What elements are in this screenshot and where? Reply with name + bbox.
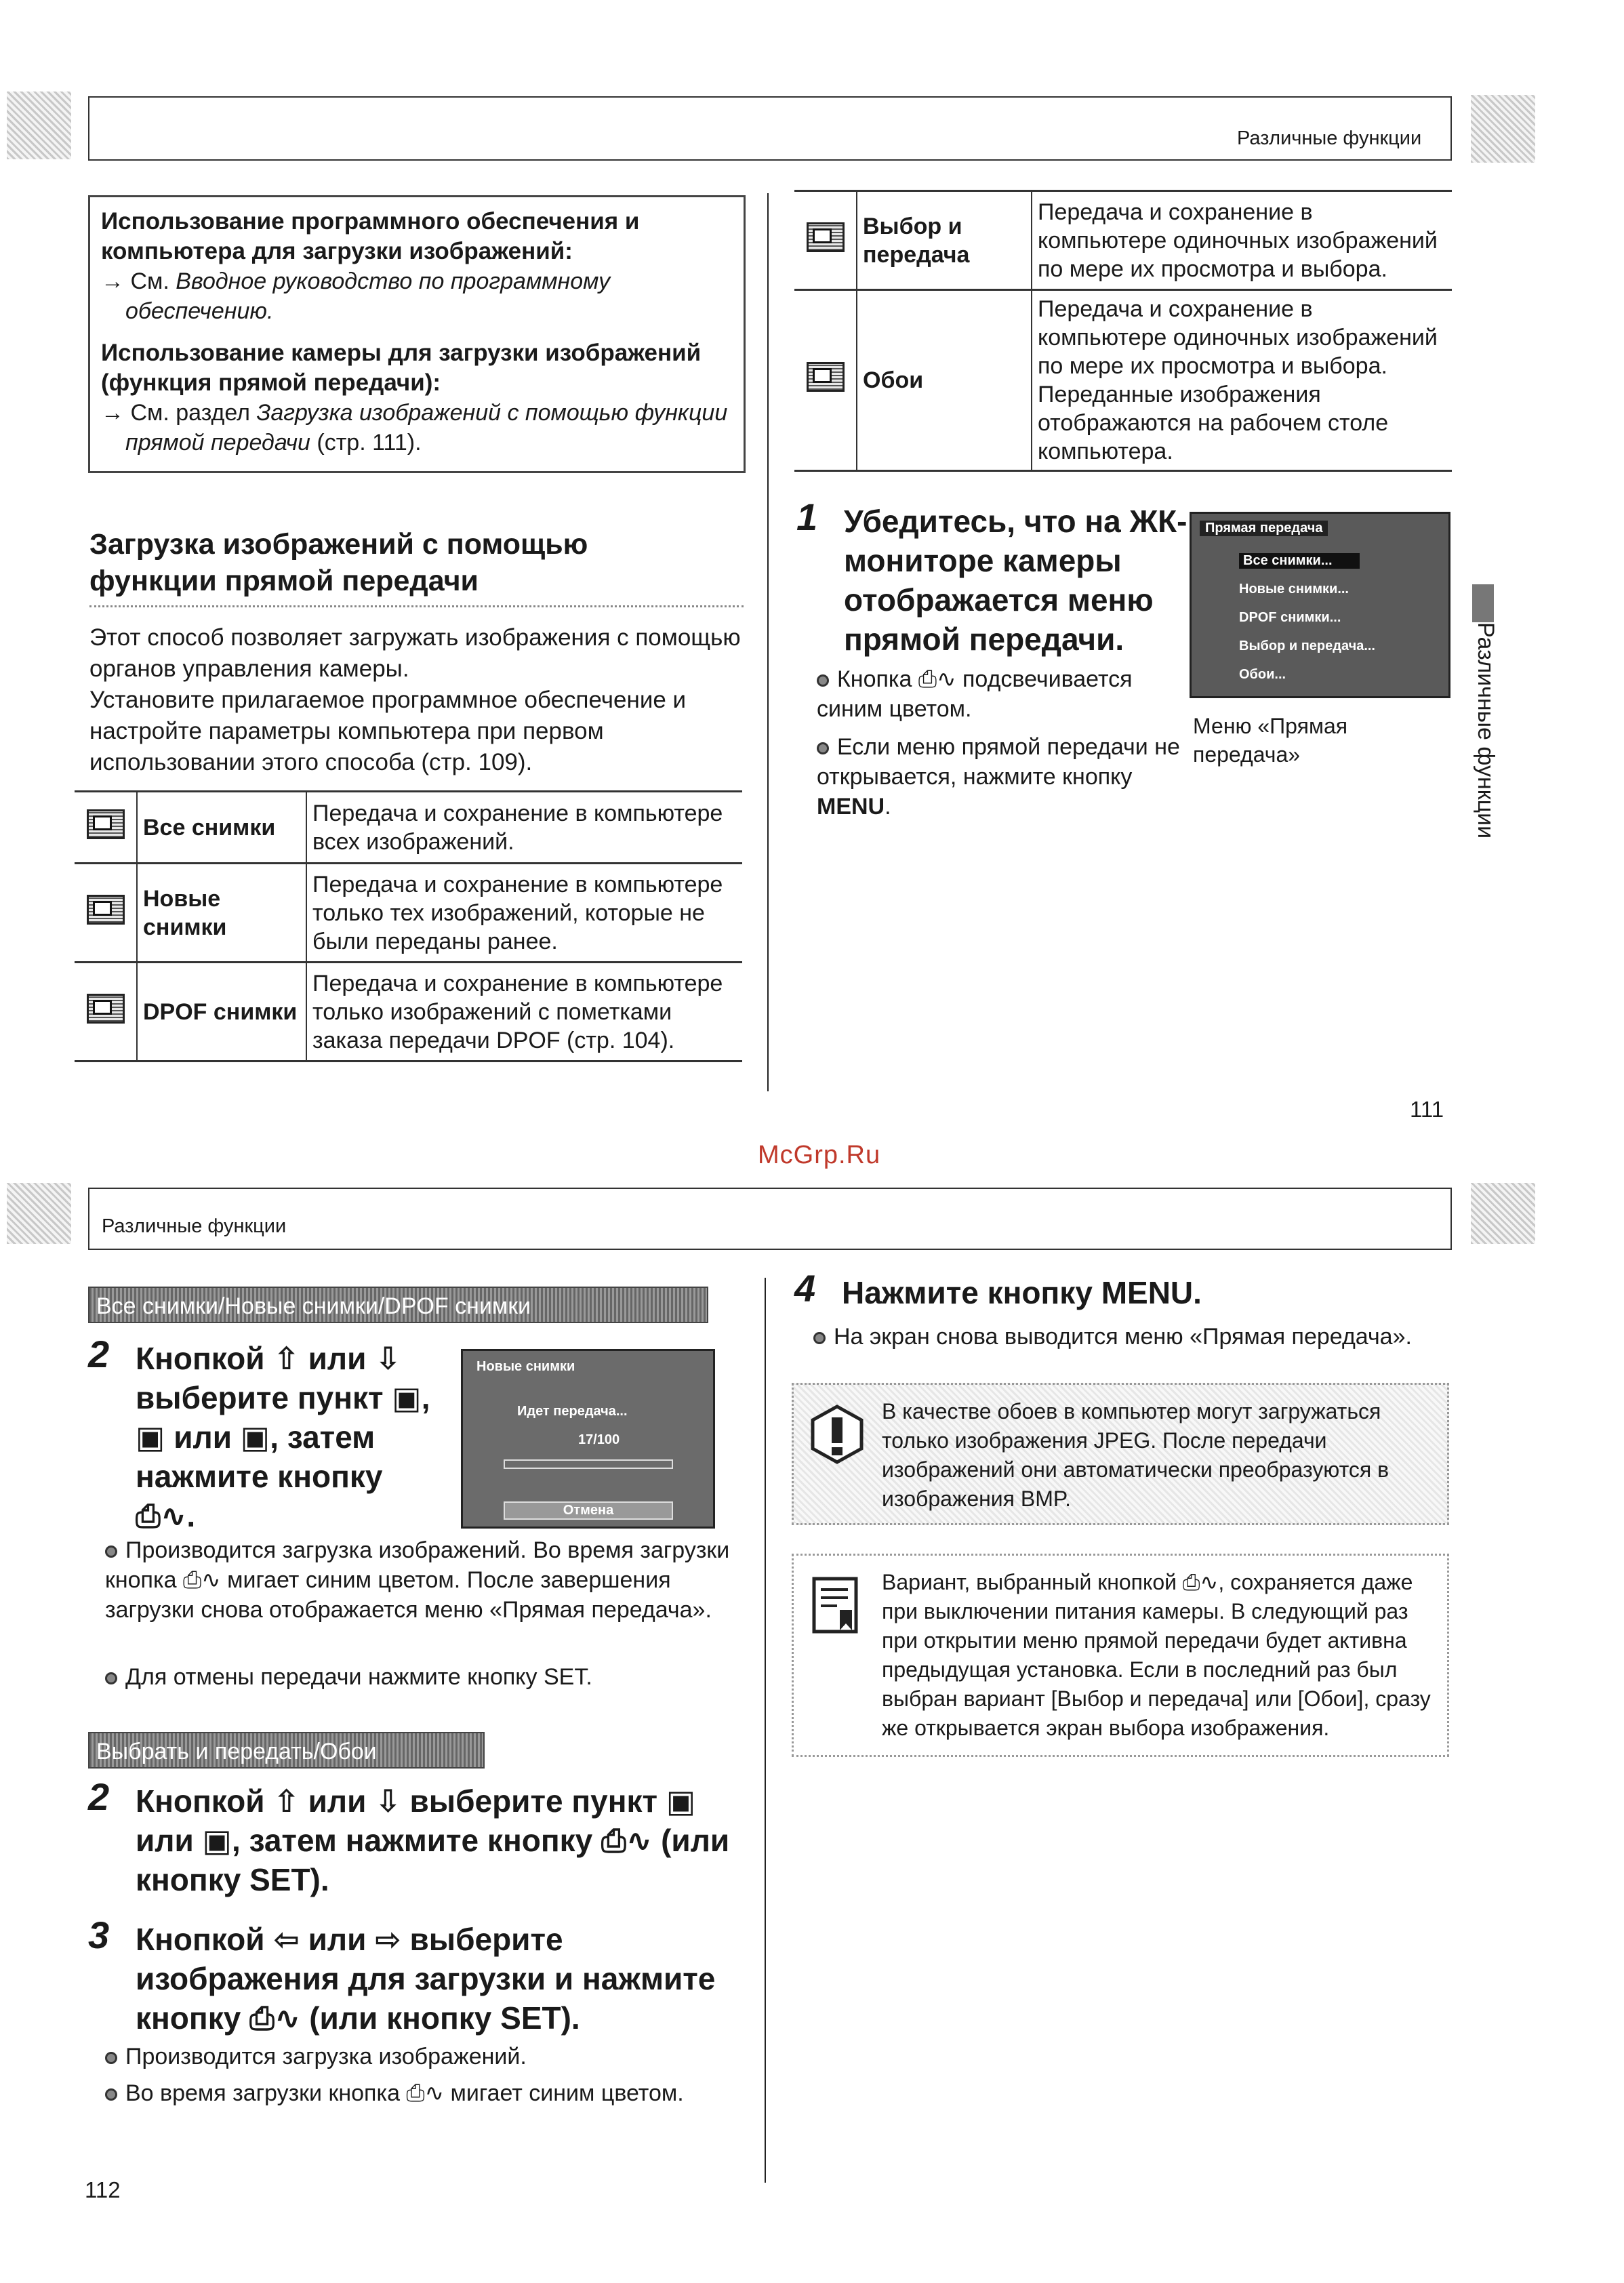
- step-bullet: Кнопка ⎙∿ подсвечивается синим цветом.: [817, 666, 1133, 722]
- lcd-item: DPOF снимки...: [1239, 610, 1341, 625]
- bullet-icon: [817, 742, 829, 754]
- lcd-item: Выбор и передача...: [1239, 639, 1375, 653]
- option-name: Выбор и передача: [857, 191, 1032, 290]
- step-text: Убедитесь, что на ЖК-мониторе камеры отображается меню прямой передачи.: [844, 504, 1187, 657]
- caution-text: В качестве обоев в компьютер могут загружаться только изображения JPEG. После передачи изображений они автоматически преобразуются в изображения BMP.: [882, 1399, 1389, 1511]
- section-banner: Все снимки/Новые снимки/DPOF снимки: [88, 1287, 708, 1323]
- option-name: Новые снимки: [137, 864, 306, 963]
- corner-texture-tl: [7, 92, 71, 159]
- step-number: 1: [796, 496, 818, 538]
- page-header-title: Различные функции: [1237, 127, 1422, 149]
- lcd-cancel-button: Отмена: [504, 1501, 673, 1520]
- step-text: Нажмите кнопку MENU.: [842, 1275, 1202, 1310]
- step-number: 2: [88, 1775, 110, 1818]
- page-header-title: Различные функции: [102, 1215, 287, 1237]
- lcd-item: Обои...: [1239, 667, 1286, 682]
- bullet-icon: [817, 674, 829, 687]
- box-ref-camera: → См. раздел Загрузка изображений с помощью функции прямой передачи (стр. 111).: [101, 400, 728, 456]
- step-text: Кнопкой ⇧ или ⇩ выберите пункт ▣ или ▣, затем нажмите кнопку ⎙∿ (или кнопку SET).: [136, 1783, 730, 1897]
- step-number: 4: [794, 1267, 816, 1310]
- step-text: Кнопкой ⇦ или ⇨ выберите изображения для загрузки и нажмите кнопку ⎙∿ (или кнопку SET).: [136, 1922, 716, 2036]
- corner-texture-bl: [7, 1183, 71, 1244]
- camera-lcd-menu: [1190, 512, 1450, 698]
- step-bullet: Производится загрузка изображений.: [105, 2042, 742, 2072]
- new-images-icon: [87, 895, 125, 925]
- wallpaper-icon: [807, 362, 845, 392]
- bullet-icon: [105, 2088, 117, 2101]
- option-name: Все снимки: [137, 792, 306, 864]
- transfer-options-table-left: [75, 790, 742, 1062]
- page-number: 112: [85, 2177, 121, 2202]
- step-number: 3: [88, 1914, 110, 1956]
- step-bullet: Производится загрузка изображений. Во время загрузки кнопка ⎙∿ мигает синим цветом. После завершения загрузки снова отображается меню «Прямая передача».: [105, 1537, 730, 1623]
- box-heading-software: Использование программного обеспечения и компьютера для загрузки изображений:: [101, 208, 640, 264]
- table-row: [75, 963, 742, 1062]
- bullet-icon: [105, 2052, 117, 2064]
- section-banner: Выбрать и передать/Обои: [88, 1732, 485, 1769]
- watermark-text: McGrp.Ru: [758, 1141, 881, 1169]
- option-desc: Передача и сохранение в компьютере одиночных изображений по мере их просмотра и выбора. Переданные изображения отображаются на рабочем столе компьютера.: [1038, 296, 1438, 464]
- step-bullet: Во время загрузки кнопка ⎙∿ мигает синим цветом.: [105, 2078, 742, 2108]
- table-row: [75, 792, 742, 864]
- camera-lcd-transfer: [461, 1349, 715, 1529]
- memo-icon: [810, 1575, 864, 1636]
- lcd-item: Новые снимки...: [1239, 582, 1349, 597]
- bullet-icon: [105, 1672, 117, 1684]
- section-title: Загрузка изображений с помощью функции прямой передачи: [89, 528, 588, 597]
- dpof-images-icon: [87, 994, 125, 1024]
- option-name: Обои: [857, 290, 1032, 471]
- table-row: [794, 191, 1452, 290]
- option-desc: Передача и сохранение в компьютере только тех изображений, которые не были переданы ранее.: [312, 871, 723, 954]
- all-images-icon: [87, 809, 125, 839]
- step-bullet: Для отмены передачи нажмите кнопку SET.: [105, 1662, 742, 1692]
- step-bullet: Если меню прямой передачи не открывается, нажмите кнопку MENU.: [817, 734, 1180, 820]
- reference-box: [88, 195, 746, 473]
- memo-note: [792, 1554, 1449, 1757]
- step-number: 2: [88, 1333, 110, 1375]
- side-tab-marker: [1472, 584, 1494, 622]
- option-desc: Передача и сохранение в компьютере всех изображений.: [312, 800, 723, 855]
- step-bullet: На экран снова выводится меню «Прямая передача».: [813, 1322, 1450, 1352]
- lcd-status-line: Идет передача...: [517, 1404, 628, 1419]
- section-divider: [89, 605, 744, 607]
- corner-texture-br: [1471, 1183, 1535, 1244]
- corner-texture-tr: [1471, 95, 1535, 163]
- step-text: Кнопкой ⇧ или ⇩ выберите пункт ▣, ▣ или ▣, затем нажмите кнопку ⎙∿.: [136, 1341, 430, 1533]
- bullet-icon: [813, 1332, 826, 1344]
- lcd-counter: 17/100: [578, 1432, 620, 1447]
- caution-icon: [810, 1404, 864, 1465]
- intro-paragraph: Этот способ позволяет загружать изображения с помощью органов управления камеры.: [89, 624, 741, 682]
- side-tab-label: Различные функции: [1473, 622, 1499, 839]
- page-header-frame: [88, 1188, 1452, 1250]
- box-heading-camera: Использование камеры для загрузки изображений (функция прямой передачи):: [101, 340, 702, 396]
- table-row: [794, 290, 1452, 471]
- box-ref-software: → См. Вводное руководство по программному обеспечению.: [101, 268, 611, 324]
- column-divider-bottom: [765, 1278, 766, 2183]
- option-desc: Передача и сохранение в компьютере одиночных изображений по мере их просмотра и выбора.: [1038, 199, 1438, 282]
- option-desc: Передача и сохранение в компьютере только изображений с пометками заказа передачи DPOF (стр. 104).: [312, 970, 723, 1053]
- select-transfer-icon: [807, 222, 845, 252]
- table-row: [75, 864, 742, 963]
- lcd-caption: Меню «Прямая передача»: [1193, 714, 1348, 767]
- lcd-title: Прямая передача: [1200, 521, 1328, 536]
- transfer-options-table-right: [794, 190, 1452, 472]
- lcd-item: Все снимки...: [1239, 553, 1360, 569]
- page-number: 111: [1410, 1097, 1444, 1122]
- caution-note: [792, 1383, 1449, 1525]
- option-name: DPOF снимки: [137, 963, 306, 1062]
- column-divider-top: [767, 193, 769, 1091]
- memo-text: Вариант, выбранный кнопкой ⎙∿, сохраняется даже при выключении питания камеры. В следующий раз при открытии меню прямой передачи будет активна предыдущая установка. Если в последний раз был выбран вариант [Выбор и передача] или [Обои], сразу же открывается экран выбора изображения.: [882, 1570, 1431, 1740]
- lcd-progress-bar: [504, 1459, 673, 1469]
- bullet-icon: [105, 1545, 117, 1558]
- lcd-title: Новые снимки: [476, 1359, 575, 1374]
- setup-paragraph: Установите прилагаемое программное обеспечение и настройте параметры компьютера при первом использовании этого способа (стр. 109).: [89, 687, 687, 775]
